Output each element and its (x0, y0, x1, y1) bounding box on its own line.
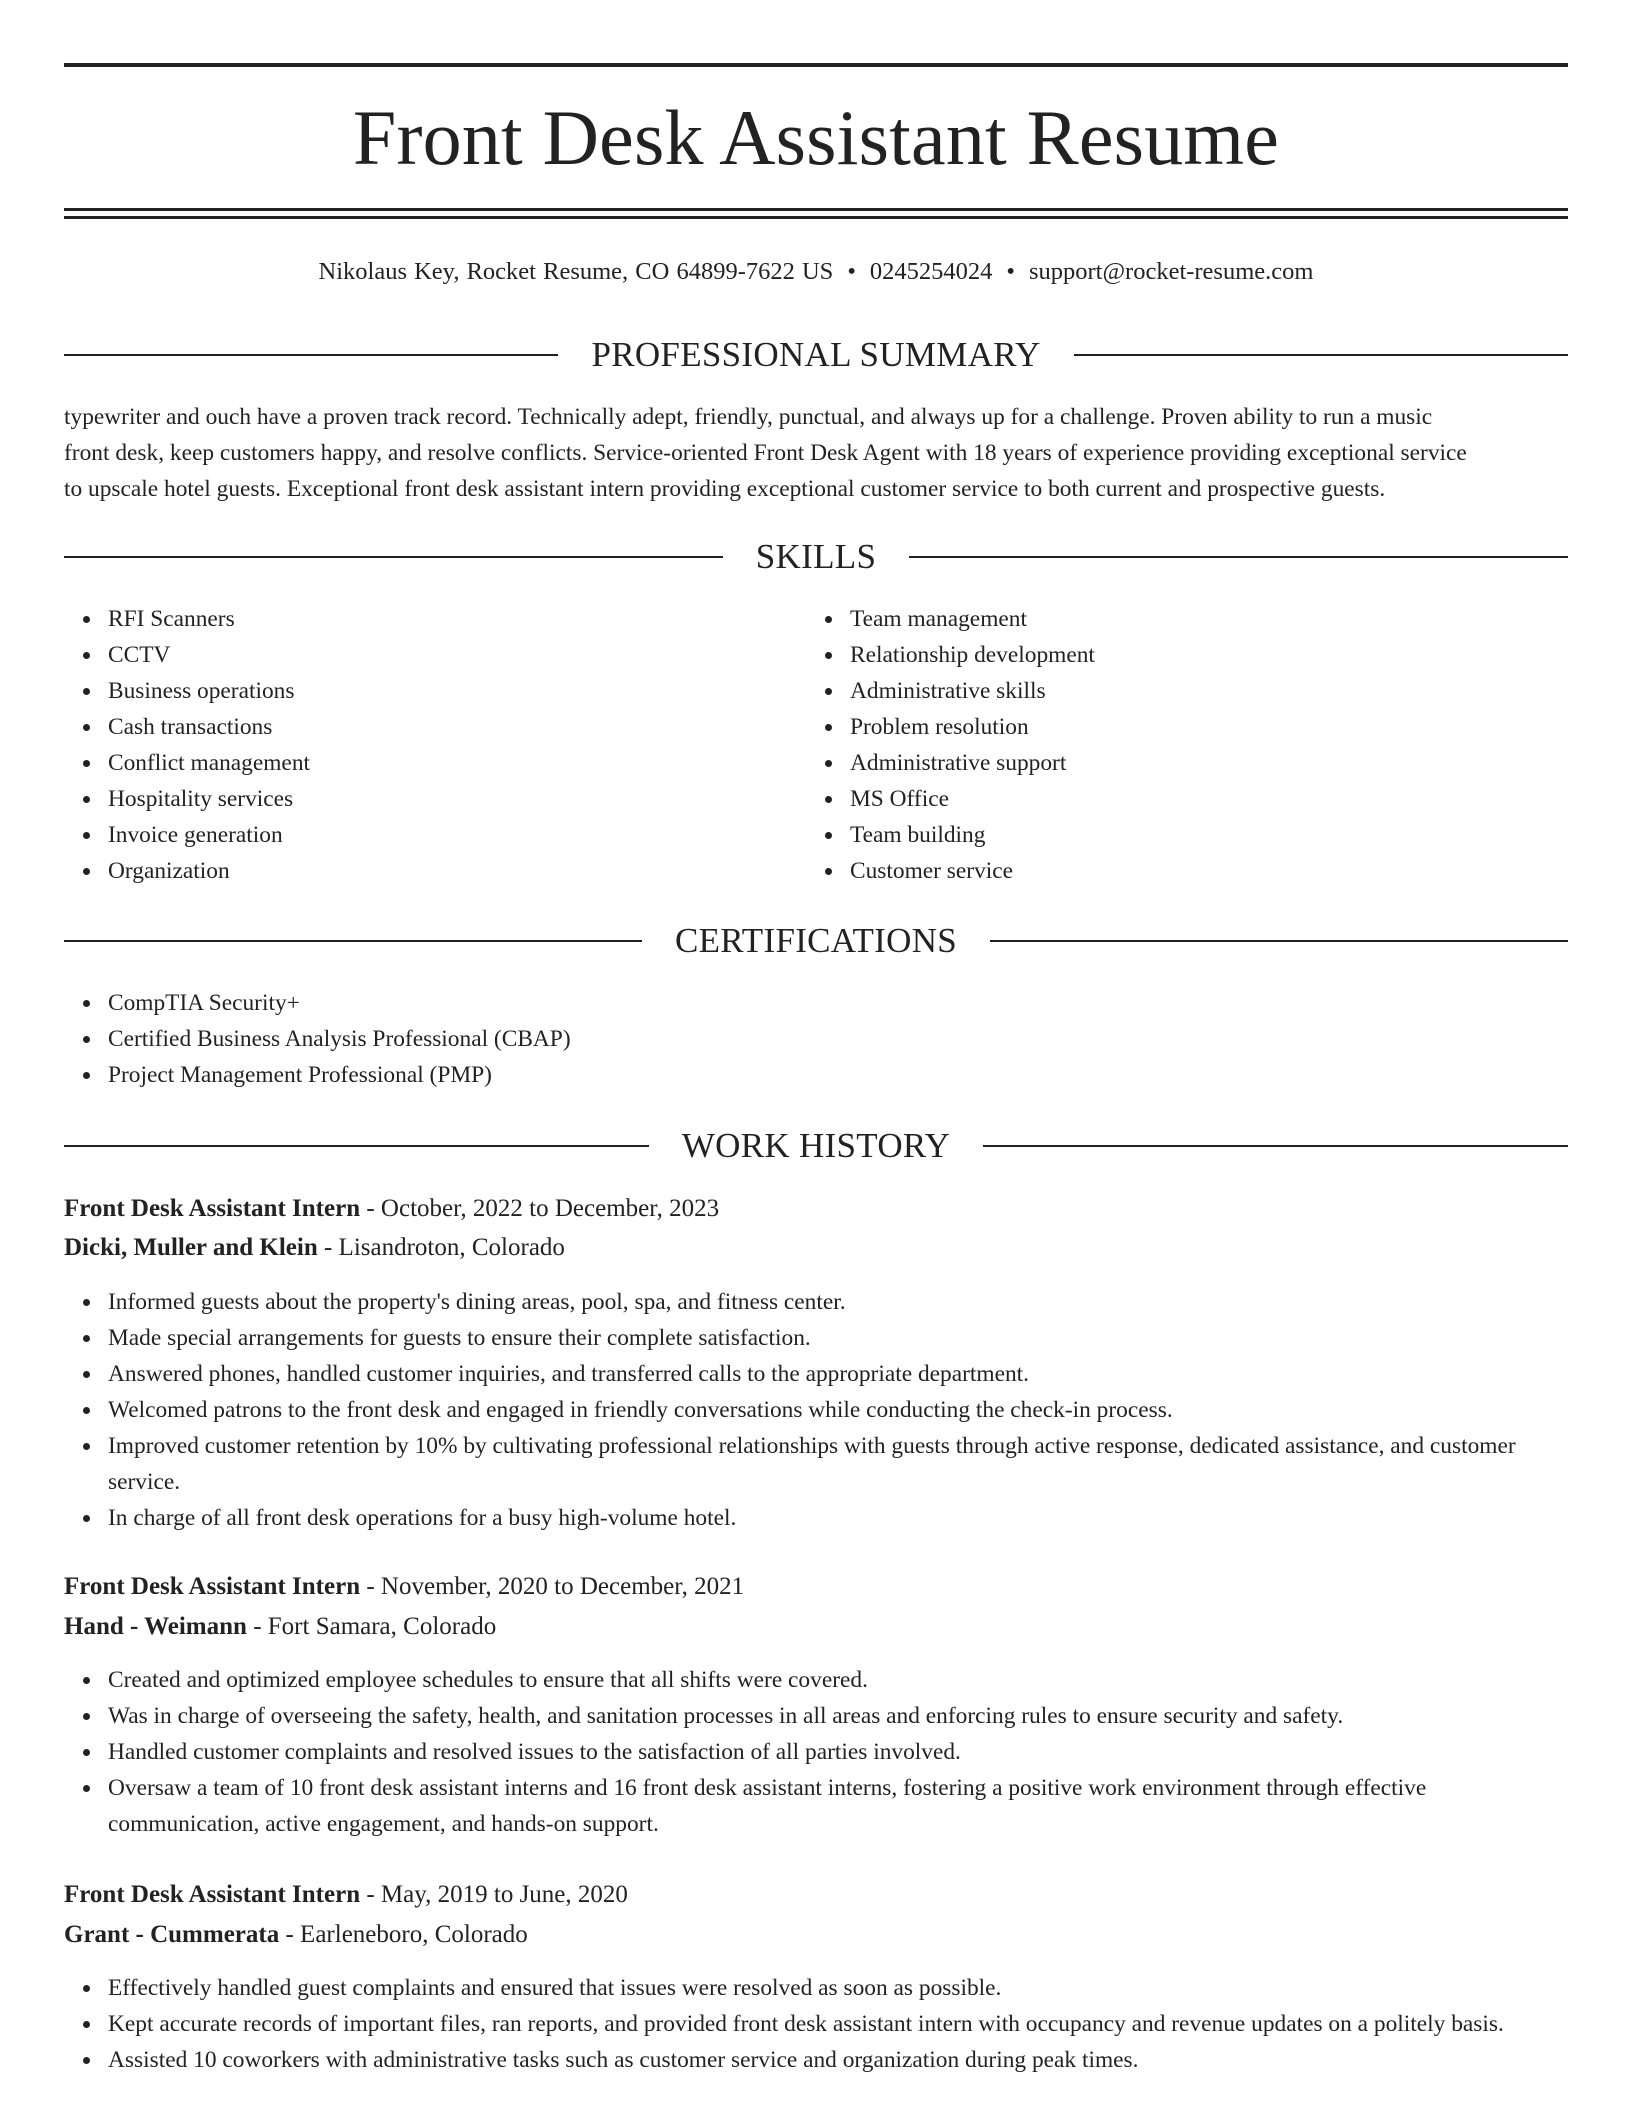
duty-item: Handled customer complaints and resolved issues to the satisfaction of all parties involved. (108, 1734, 1568, 1770)
skill-item: Hospitality services (108, 781, 808, 817)
duty-item: Informed guests about the property's dining areas, pool, spa, and fitness center. (108, 1284, 1568, 1320)
section-heading-summary (64, 333, 1568, 377)
heading-rule-left (64, 940, 642, 942)
skill-item: Invoice generation (108, 817, 808, 853)
header-top-rule (64, 63, 1568, 67)
duty-item: Answered phones, handled customer inquiries, and transferred calls to the appropriate department. (108, 1356, 1568, 1392)
skill-item: Conflict management (108, 745, 808, 781)
duty-item: Created and optimized employee schedules to ensure that all shifts were covered. (108, 1662, 1568, 1698)
header-double-rule-lower (64, 216, 1568, 219)
contact-separator: • (847, 258, 856, 285)
job-duties-list (64, 1970, 1568, 2078)
certification-item: Certified Business Analysis Professional (CBAP) (108, 1021, 1568, 1057)
job-title: Front Desk Assistant Intern (64, 1573, 361, 1600)
skill-item: Cash transactions (108, 709, 808, 745)
job-title-line (64, 1190, 1568, 1228)
summary-text (64, 399, 1568, 507)
header-double-rule-upper (64, 208, 1568, 211)
job-dates: - October, 2022 to December, 2023 (360, 1195, 720, 1222)
job-duties-list (64, 1662, 1568, 1842)
section-title: SKILLS (755, 537, 877, 576)
skill-item: RFI Scanners (108, 601, 808, 637)
contact-email: support@rocket-resume.com (1028, 258, 1314, 285)
section-heading-work-history (64, 1124, 1568, 1168)
job-title: Front Desk Assistant Intern (64, 1881, 361, 1908)
contact-address: Nikolaus Key, Rocket Resume, CO 64899-7622 US (318, 258, 834, 285)
job-company-line (64, 1916, 1568, 1954)
duty-item: Kept accurate records of important files, ran reports, and provided front desk assistant intern with occupancy and revenue updates on a politely basis. (108, 2006, 1568, 2042)
duty-item: Oversaw a team of 10 front desk assistant interns and 16 front desk assistant interns, fostering a positive work environment through effective communication, active engagement, and hands-on support. (108, 1770, 1568, 1842)
job-dates: - May, 2019 to June, 2020 (360, 1881, 628, 1908)
skill-item: MS Office (850, 781, 1550, 817)
skill-item: Administrative support (850, 745, 1550, 781)
contact-line (64, 255, 1568, 289)
skill-item: CCTV (108, 637, 808, 673)
job-title-line (64, 1876, 1568, 1914)
certification-item: Project Management Professional (PMP) (108, 1057, 1568, 1093)
heading-rule-left (64, 1145, 649, 1147)
skill-item: Problem resolution (850, 709, 1550, 745)
heading-rule-left (64, 354, 558, 356)
duty-item: Assisted 10 coworkers with administrative tasks such as customer service and organization during peak times. (108, 2042, 1568, 2078)
heading-rule-left (64, 556, 723, 558)
section-heading-skills (64, 535, 1568, 579)
certifications-list (64, 985, 1568, 1093)
job-company: Grant - Cummerata (64, 1921, 280, 1948)
summary-line: typewriter and ouch have a proven track record. Technically adept, friendly, punctual, and always up for a challenge. Proven ability to run a music (64, 404, 1433, 430)
job-location: - Earleneboro, Colorado (279, 1921, 528, 1948)
job-company-line (64, 1608, 1568, 1646)
job-company-line (64, 1229, 1568, 1267)
job-company: Hand - Weimann (64, 1613, 247, 1640)
duty-item: Improved customer retention by 10% by cultivating professional relationships with guests through active response, dedicated assistance, and customer service. (108, 1428, 1568, 1500)
job-title-line (64, 1568, 1568, 1606)
job-duties-list (64, 1284, 1568, 1536)
section-title: PROFESSIONAL SUMMARY (591, 335, 1041, 374)
heading-rule-right (909, 556, 1568, 558)
skill-item: Business operations (108, 673, 808, 709)
duty-item: Welcomed patrons to the front desk and engaged in friendly conversations while conducting the check-in process. (108, 1392, 1568, 1428)
job-company: Dicki, Muller and Klein (64, 1234, 318, 1261)
job-dates: - November, 2020 to December, 2021 (360, 1573, 745, 1600)
skill-item: Team management (850, 601, 1550, 637)
job-location: - Fort Samara, Colorado (246, 1613, 497, 1640)
duty-item: Effectively handled guest complaints and ensured that issues were resolved as soon as possible. (108, 1970, 1568, 2006)
job-location: - Lisandroton, Colorado (317, 1234, 565, 1261)
contact-phone: 0245254024 (869, 258, 993, 285)
duty-item: In charge of all front desk operations for a busy high-volume hotel. (108, 1500, 1568, 1536)
resume-title: Front Desk Assistant Resume (352, 94, 1280, 181)
skill-item: Administrative skills (850, 673, 1550, 709)
duty-item: Made special arrangements for guests to ensure their complete satisfaction. (108, 1320, 1568, 1356)
skill-item: Relationship development (850, 637, 1550, 673)
skills-list-right (806, 601, 1550, 889)
heading-rule-right (983, 1145, 1568, 1147)
summary-line: to upscale hotel guests. Exceptional front desk assistant intern providing exceptional customer service to both current and prospective guests. (64, 476, 1386, 502)
skill-item: Customer service (850, 853, 1550, 889)
certification-item: CompTIA Security+ (108, 985, 1568, 1021)
skill-item: Team building (850, 817, 1550, 853)
section-title: WORK HISTORY (681, 1126, 951, 1165)
duty-item: Was in charge of overseeing the safety, health, and sanitation processes in all areas and enforcing rules to ensure security and safety. (108, 1698, 1568, 1734)
skill-item: Organization (108, 853, 808, 889)
heading-rule-right (990, 940, 1568, 942)
summary-line: front desk, keep customers happy, and resolve conflicts. Service-oriented Front Desk Agent with 18 years of experience providing exceptional service (64, 440, 1467, 466)
job-title: Front Desk Assistant Intern (64, 1195, 361, 1222)
section-heading-certifications (64, 919, 1568, 963)
skills-list-left (64, 601, 808, 889)
heading-rule-right (1074, 354, 1568, 356)
contact-separator: • (1006, 258, 1015, 285)
section-title: CERTIFICATIONS (674, 921, 958, 960)
